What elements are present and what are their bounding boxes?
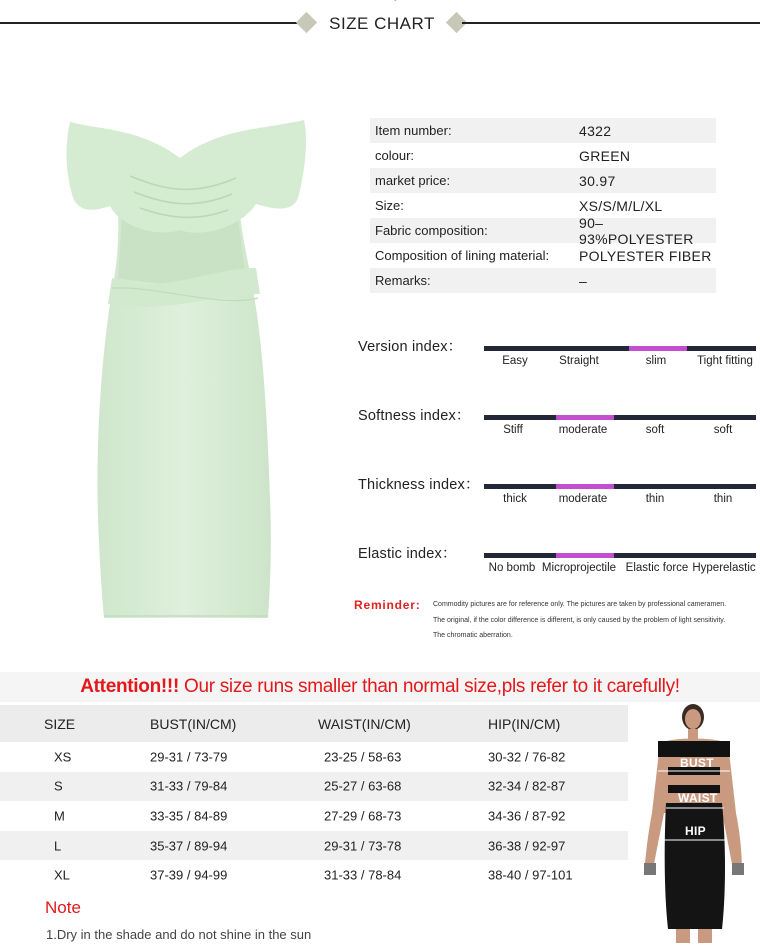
reminder-line: Commodity pictures are for reference only. The pictures are taken by professional cameramen. xyxy=(433,601,727,608)
spec-row-remarks xyxy=(370,268,716,293)
hip-cell: 36-38 / 92-97 xyxy=(488,838,566,854)
waist-cell: 23-25 / 58-63 xyxy=(324,749,402,765)
waist-cell: 27-29 / 68-73 xyxy=(324,808,402,824)
index-option: soft xyxy=(645,424,665,436)
table-row xyxy=(0,860,628,890)
hip-label: HIP xyxy=(685,824,706,838)
table-row xyxy=(0,801,628,831)
note-title: Note xyxy=(45,898,81,917)
spec-value: 30.97 xyxy=(579,172,616,189)
spec-row-lining xyxy=(370,243,716,268)
index-selected-segment xyxy=(556,484,614,489)
spec-value: POLYESTER FIBER xyxy=(579,247,712,264)
index-selected-segment xyxy=(556,415,614,420)
bust-cell: 29-31 / 73-79 xyxy=(150,749,228,765)
size-cell: M xyxy=(54,808,65,824)
elastic-index xyxy=(358,542,760,602)
version-index xyxy=(358,335,760,395)
reminder-line: The chromatic aberration. xyxy=(433,632,513,639)
header-rule-right xyxy=(462,22,760,24)
column-header-hip: HIP(IN/CM) xyxy=(488,715,561,732)
decorative-script xyxy=(345,0,435,10)
spec-key: Fabric composition: xyxy=(375,223,488,238)
reminder-line: The original, if the color difference is different, is only caused by the problem of light sensitivity. xyxy=(433,617,726,624)
index-option: Stiff xyxy=(503,424,523,436)
index-option: thick xyxy=(503,493,527,505)
index-scale-bar xyxy=(484,346,756,351)
spec-key: Remarks: xyxy=(375,273,431,288)
index-label: Elastic index： xyxy=(358,546,457,562)
size-cell: L xyxy=(54,838,62,854)
index-option: Easy xyxy=(502,355,528,367)
spec-key: colour: xyxy=(375,148,415,163)
index-option: Tight fitting xyxy=(697,355,753,367)
waist-label: WAIST xyxy=(678,791,718,805)
page-title: SIZE CHART xyxy=(329,14,435,33)
spec-row-item-number xyxy=(370,118,716,143)
waist-cell: 25-27 / 63-68 xyxy=(324,778,402,794)
index-label: Softness index： xyxy=(358,408,471,424)
index-option: soft xyxy=(713,424,733,436)
attention-text: Our size runs smaller than normal size,pls refer to it carefully! xyxy=(178,676,680,697)
index-scale-bar xyxy=(484,484,756,489)
index-option: Microprojectile xyxy=(541,562,617,574)
diamond-ornament-left xyxy=(296,12,317,33)
index-scale-bar xyxy=(484,415,756,420)
table-row xyxy=(0,772,628,802)
waist-cell: 29-31 / 73-78 xyxy=(324,838,402,854)
model-silhouette xyxy=(638,703,760,943)
spec-key: Composition of lining material: xyxy=(375,248,550,263)
spec-row-colour xyxy=(370,143,716,168)
hip-cell: 32-34 / 82-87 xyxy=(488,778,566,794)
size-table-header xyxy=(0,705,628,742)
waist-cell: 31-33 / 78-84 xyxy=(324,867,402,883)
spec-value: 4322 xyxy=(579,122,612,139)
spec-row-market-price xyxy=(370,168,716,193)
attention-strong: Attention!!! xyxy=(80,676,179,697)
spec-value: – xyxy=(579,272,588,289)
size-table xyxy=(0,705,628,890)
spec-key: market price: xyxy=(375,173,451,188)
index-scale-bar xyxy=(484,553,756,558)
spec-value: XS/S/M/L/XL xyxy=(579,197,663,214)
index-option: moderate xyxy=(558,493,608,505)
spec-key: Size: xyxy=(375,198,404,213)
bust-cell: 37-39 / 94-99 xyxy=(150,867,228,883)
spec-value: 90–93%POLYESTER xyxy=(579,214,694,247)
index-label: Thickness index： xyxy=(358,477,480,493)
model-measurement-figure xyxy=(638,703,760,943)
attention-banner xyxy=(0,672,760,702)
index-option: Elastic force xyxy=(625,562,689,574)
index-option: thin xyxy=(713,493,733,505)
column-header-bust: BUST(IN/CM) xyxy=(150,715,237,732)
column-header-size: SIZE xyxy=(44,715,76,732)
softness-index xyxy=(358,404,760,464)
dress-product-image xyxy=(60,118,316,628)
size-cell: S xyxy=(54,778,63,794)
hip-cell: 34-36 / 87-92 xyxy=(488,808,566,824)
size-cell: XS xyxy=(54,749,72,765)
spec-table xyxy=(370,118,716,293)
spec-key: Item number: xyxy=(375,123,452,138)
spec-value: GREEN xyxy=(579,147,631,164)
bust-cell: 33-35 / 84-89 xyxy=(150,808,228,824)
bust-cell: 35-37 / 89-94 xyxy=(150,838,228,854)
index-selected-segment xyxy=(629,346,687,351)
index-selected-segment xyxy=(556,553,614,558)
reminder-title: Reminder: xyxy=(354,598,421,612)
header-rule-left xyxy=(0,22,300,24)
note-item: 1.Dry in the shade and do not shine in the sun xyxy=(46,927,312,942)
table-row xyxy=(0,831,628,861)
index-option: slim xyxy=(645,355,667,367)
hip-cell: 30-32 / 76-82 xyxy=(488,749,566,765)
spec-row-fabric xyxy=(370,214,716,247)
index-label: Version index： xyxy=(358,339,463,355)
size-cell: XL xyxy=(54,867,70,883)
index-option: moderate xyxy=(558,424,608,436)
table-row xyxy=(0,742,628,772)
index-option: Hyperelastic xyxy=(692,562,756,574)
index-option: Straight xyxy=(559,355,599,367)
column-header-waist: WAIST(IN/CM) xyxy=(318,715,411,732)
bust-label: BUST xyxy=(680,756,714,770)
thickness-index xyxy=(358,473,760,533)
hip-cell: 38-40 / 97-101 xyxy=(488,867,573,883)
bust-cell: 31-33 / 79-84 xyxy=(150,778,228,794)
index-option: No bomb xyxy=(488,562,536,574)
index-option: thin xyxy=(645,493,665,505)
